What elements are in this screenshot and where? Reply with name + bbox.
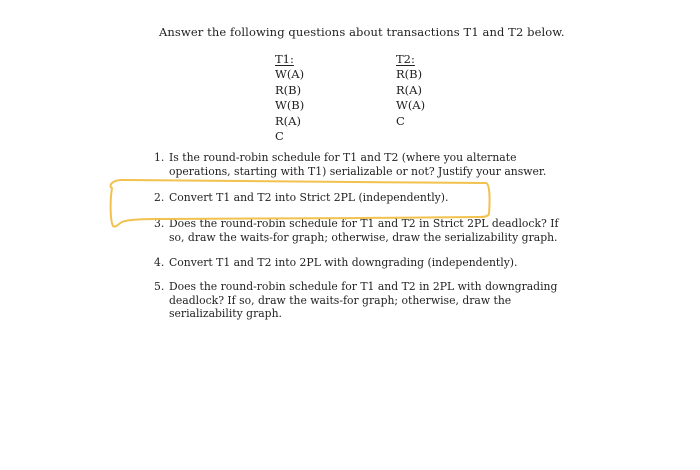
question-text: Convert T1 and T2 into 2PL with downgrading (independently). (169, 256, 518, 269)
question-number: 3. (154, 217, 165, 230)
transaction-t2 (396, 52, 425, 129)
question-item (154, 280, 574, 321)
t2-op: R(A) (396, 82, 422, 97)
transaction-t2-name: T2: (396, 52, 415, 66)
t1-op: W(A) (275, 67, 305, 82)
question-text: Does the round-robin schedule for T1 and T2 in Strict 2PL deadlock? If so, draw the waits-for graph; otherwise, draw the serializability graph. (169, 217, 559, 244)
question-item (154, 191, 574, 205)
t2-op: R(B) (396, 67, 423, 82)
t1-op: W(B) (275, 98, 305, 113)
question-number: 4. (154, 256, 165, 269)
question-item (154, 151, 574, 178)
transaction-t1-name: T1: (275, 52, 294, 66)
question-text: Is the round-robin schedule for T1 and T2 (where you alternate operations, starting with T1) serializable or not? Justify your answer. (169, 151, 547, 178)
question-text: Convert T1 and T2 into Strict 2PL (independently). (169, 191, 449, 204)
intro-text: Answer the following questions about transactions T1 and T2 below. (159, 25, 565, 39)
t1-op: R(A) (275, 113, 301, 128)
question-number: 1. (154, 151, 165, 164)
question-item (154, 217, 574, 244)
question-text: Does the round-robin schedule for T1 and T2 in 2PL with downgrading deadlock? If so, draw the waits-for graph; otherwise, draw the serializability graph. (169, 280, 558, 321)
transaction-t1 (275, 52, 304, 144)
t1-op: R(B) (275, 82, 302, 97)
question-number: 5. (154, 280, 165, 293)
t2-op: W(A) (396, 98, 426, 113)
question-item (154, 256, 574, 270)
t1-op: C (275, 129, 284, 144)
t2-op: C (396, 113, 405, 128)
question-number: 2. (154, 191, 165, 204)
